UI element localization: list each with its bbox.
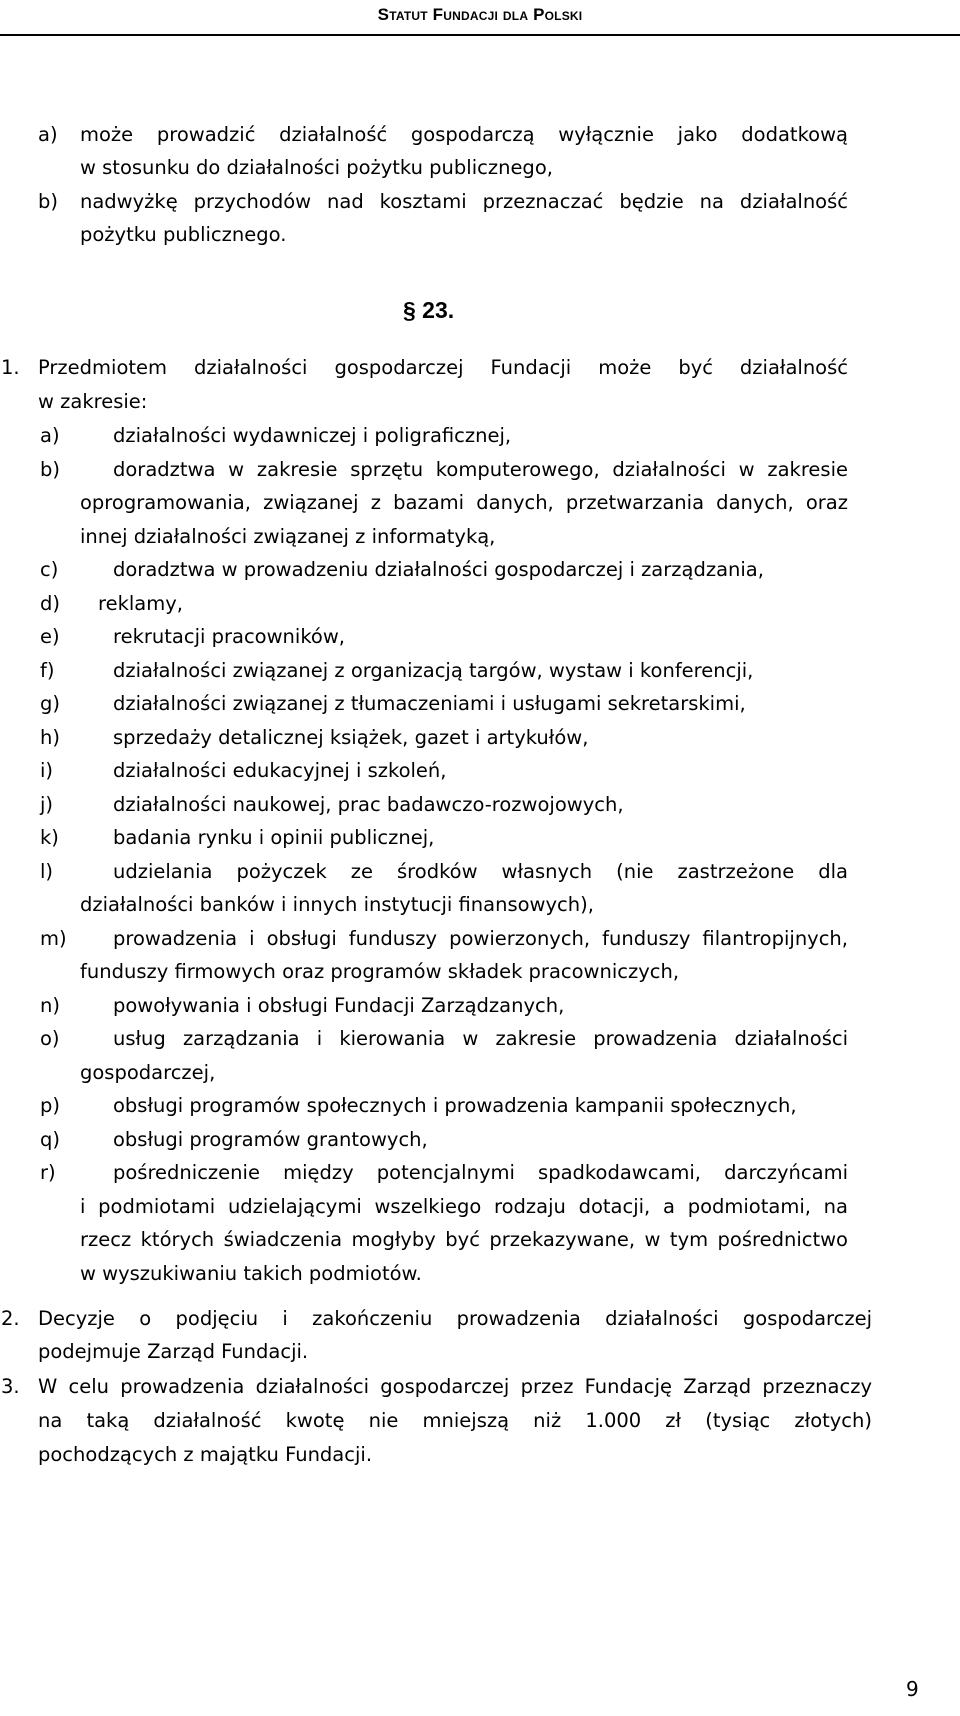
list-item-text: doradztwa w zakresie sprzętu komputerowego, działalności w zakresie	[113, 458, 848, 481]
list-item-text: innej działalności związanej z informatyką,	[80, 525, 496, 548]
list-item-text: prowadzenia i obsługi funduszy powierzonych, funduszy filantropijnych,	[113, 927, 848, 950]
list-item-label: h)	[40, 726, 60, 749]
list-item-text: i podmiotami udzielającymi wszelkiego rodzaju dotacji, a podmiotami, na	[80, 1195, 848, 1218]
list-item-text: rekrutacji pracowników,	[113, 625, 346, 648]
list-item-text: funduszy firmowych oraz programów składek pracowniczych,	[80, 960, 680, 983]
paragraph-3-line1: W celu prowadzenia działalności gospodarczej przez Fundację Zarząd przeznaczy	[38, 1375, 872, 1398]
list-item-text: badania rynku i opinii publicznej,	[113, 826, 435, 849]
list-item-text: gospodarczej,	[80, 1061, 216, 1084]
page-number: 9	[906, 1677, 919, 1701]
paragraph-2-number: 2.	[1, 1307, 20, 1330]
header-rule	[0, 34, 960, 36]
paragraph-1-number: 1.	[1, 356, 20, 379]
list-item-text: działalności związanej z organizacją targów, wystaw i konferencji,	[113, 659, 754, 682]
prev-item-b-line2: pożytku publicznego.	[80, 223, 287, 246]
paragraph-3-line3: pochodzących z majątku Fundacji.	[38, 1443, 373, 1466]
list-item-text: działalności naukowej, prac badawczo-rozwojowych,	[113, 793, 624, 816]
list-item-label: q)	[40, 1128, 60, 1151]
list-item-label: c)	[40, 558, 59, 581]
list-item-text: reklamy,	[98, 592, 183, 615]
paragraph-3-line2: na taką działalność kwotę nie mniejszą niż 1.000 zł (tysiąc złotych)	[38, 1409, 872, 1432]
list-item-text: działalności edukacyjnej i szkoleń,	[113, 759, 447, 782]
paragraph-1-line2: w zakresie:	[38, 390, 148, 413]
running-header-title: Statut Fundacji dla Polski	[377, 5, 583, 24]
list-item-text: działalności banków i innych instytucji finansowych),	[80, 893, 594, 916]
list-item-text: rzecz których świadczenia mogłyby być przekazywane, w tym pośrednictwo	[80, 1228, 848, 1251]
list-item-label: o)	[40, 1027, 60, 1050]
list-item-text: działalności związanej z tłumaczeniami i usługami sekretarskimi,	[113, 692, 746, 715]
list-item-text: sprzedaży detalicznej książek, gazet i artykułów,	[113, 726, 589, 749]
list-item-label: i)	[40, 759, 54, 782]
paragraph-2-line2: podejmuje Zarząd Fundacji.	[38, 1340, 309, 1363]
prev-item-b-line1: nadwyżkę przychodów nad kosztami przeznaczać będzie na działalność	[80, 190, 848, 213]
list-item-label: r)	[40, 1161, 56, 1184]
list-item-label: g)	[40, 692, 60, 715]
prev-item-a-line1: może prowadzić działalność gospodarczą wyłącznie jako dodatkową	[80, 123, 848, 146]
list-item-label: b)	[40, 458, 60, 481]
list-item-label: n)	[40, 994, 60, 1017]
list-item-label: f)	[40, 659, 55, 682]
prev-item-a-label: a)	[38, 123, 58, 146]
list-item-label: a)	[40, 424, 60, 447]
list-item-label: p)	[40, 1094, 60, 1117]
list-item-label: m)	[40, 927, 67, 950]
section-heading: § 23.	[403, 297, 455, 323]
prev-item-b-label: b)	[38, 190, 58, 213]
prev-item-a-line2: w stosunku do działalności pożytku publicznego,	[80, 156, 553, 179]
list-item-text: powoływania i obsługi Fundacji Zarządzanych,	[113, 994, 565, 1017]
list-item-text: doradztwa w prowadzeniu działalności gospodarczej i zarządzania,	[113, 558, 764, 581]
paragraph-3-number: 3.	[1, 1375, 20, 1398]
list-item-label: j)	[40, 793, 54, 816]
list-item-text: udzielania pożyczek ze środków własnych (nie zastrzeżone dla	[113, 860, 848, 883]
list-item-text: obsługi programów grantowych,	[113, 1128, 428, 1151]
paragraph-2-line1: Decyzje o podjęciu i zakończeniu prowadzenia działalności gospodarczej	[38, 1307, 872, 1330]
list-item-text: pośredniczenie między potencjalnymi spadkodawcami, darczyńcami	[113, 1161, 848, 1184]
list-item-text: działalności wydawniczej i poligraficznej,	[113, 424, 512, 447]
list-item-text: obsługi programów społecznych i prowadzenia kampanii społecznych,	[113, 1094, 797, 1117]
list-item-text: oprogramowania, związanej z bazami danych, przetwarzania danych, oraz	[80, 491, 848, 514]
list-item-label: l)	[40, 860, 54, 883]
list-item-label: e)	[40, 625, 60, 648]
paragraph-1-line1: Przedmiotem działalności gospodarczej Fundacji może być działalność	[38, 356, 848, 379]
list-item-label: d)	[40, 592, 60, 615]
list-item-label: k)	[40, 826, 59, 849]
list-item-text: w wyszukiwaniu takich podmiotów.	[80, 1262, 422, 1285]
list-item-text: usług zarządzania i kierowania w zakresie prowadzenia działalności	[113, 1027, 848, 1050]
